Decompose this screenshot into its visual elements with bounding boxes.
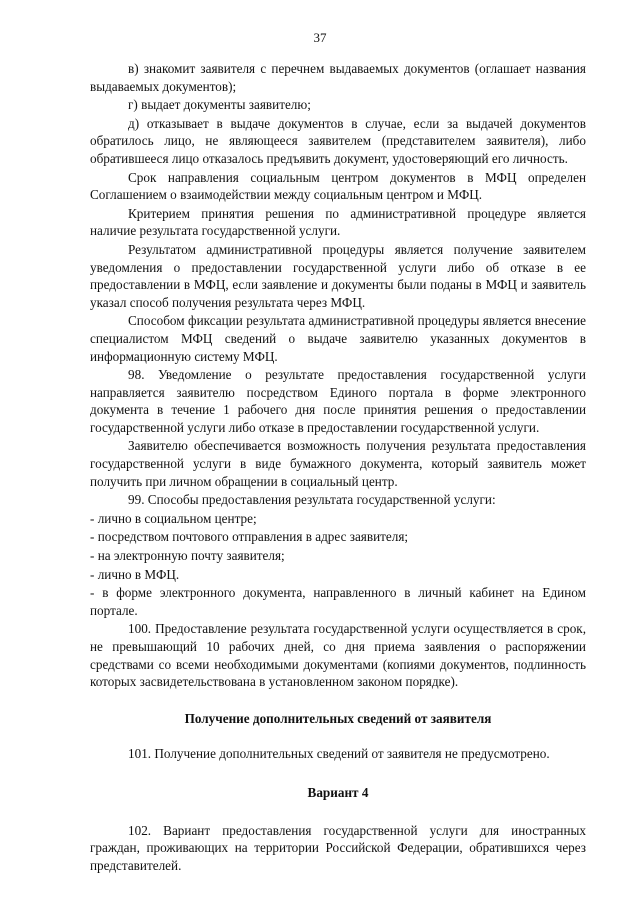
document-body	[90, 60, 586, 875]
page-number: 37	[313, 30, 327, 45]
list-item: - посредством почтового отправления в адрес заявителя;	[90, 529, 409, 545]
paragraph-102: 102. Вариант предоставления государственной услуги для иностранных граждан, проживающих на территории Российской Федерации, обратившихся через представителей.	[90, 822, 586, 873]
paragraph-g: г) выдает документы заявителю;	[128, 97, 311, 113]
paragraph-fixation: Способом фиксации результата административной процедуры является внесение специалистом МФЦ сведений о выдаче заявителю указанных документов в информационную систему МФЦ.	[90, 313, 586, 364]
paragraph-d: д) отказывает в выдаче документов в случае, если за выдачей документов обратилось лицо, не являющееся заявителем (представителем заявителя), либо обратившееся лицо отказалось предъявить документ, удостоверяющий его личность.	[90, 115, 586, 166]
paragraph-98: 98. Уведомление о результате предоставления государственной услуги направляется заявителю посредством Единого портала в форме электронного документа в течение 1 рабочего дня после принятия решения о предоставлении государственной услуги либо отказе в предоставлении государственной услуги.	[90, 367, 586, 435]
paragraph-criterion: Критерием принятия решения по административной процедуре является наличие результата государственной услуги.	[90, 205, 586, 239]
paragraph-deadline: Срок направления социальным центром документов в МФЦ определен Соглашением о взаимодействии между социальным центром и МФЦ.	[90, 169, 586, 203]
list-item: - в форме электронного документа, направленного в личный кабинет на Едином портале.	[90, 585, 586, 618]
list-item: - лично в МФЦ.	[90, 566, 180, 582]
list-item: - лично в социальном центре;	[90, 510, 257, 526]
list-item: - на электронную почту заявителя;	[90, 548, 285, 564]
paragraph-99: 99. Способы предоставления результата государственной услуги:	[128, 492, 496, 508]
section-heading: Получение дополнительных сведений от заявителя	[184, 710, 492, 726]
paragraph-101: 101. Получение дополнительных сведений от заявителя не предусмотрено.	[128, 746, 550, 762]
paragraph-100: 100. Предоставление результата государственной услуги осуществляется в срок, не превышающий 10 рабочих дней, со дня приема заявления о распоряжении средствами со всеми необходимыми документами (копиями документов, подлинность которых засвидетельствована в установленном законом порядке).	[90, 621, 586, 690]
paragraph-result: Результатом административной процедуры является получение заявителем уведомления о предоставлении государственной услуги либо об отказе в ее предоставлении в МФЦ, если заявление и документы были поданы в МФЦ и заявитель указал способ получения результата через МФЦ.	[90, 241, 586, 310]
paragraph-paper-result: Заявителю обеспечивается возможность получения результата предоставления государственной услуги в виде бумажного документа, который заявитель может получить при личном обращении в социальный центр.	[90, 438, 586, 489]
paragraph-v: в) знакомит заявителя с перечнем выдаваемых документов (оглашает названия выдаваемых документов);	[90, 61, 586, 94]
variant-heading: Вариант 4	[307, 784, 369, 800]
